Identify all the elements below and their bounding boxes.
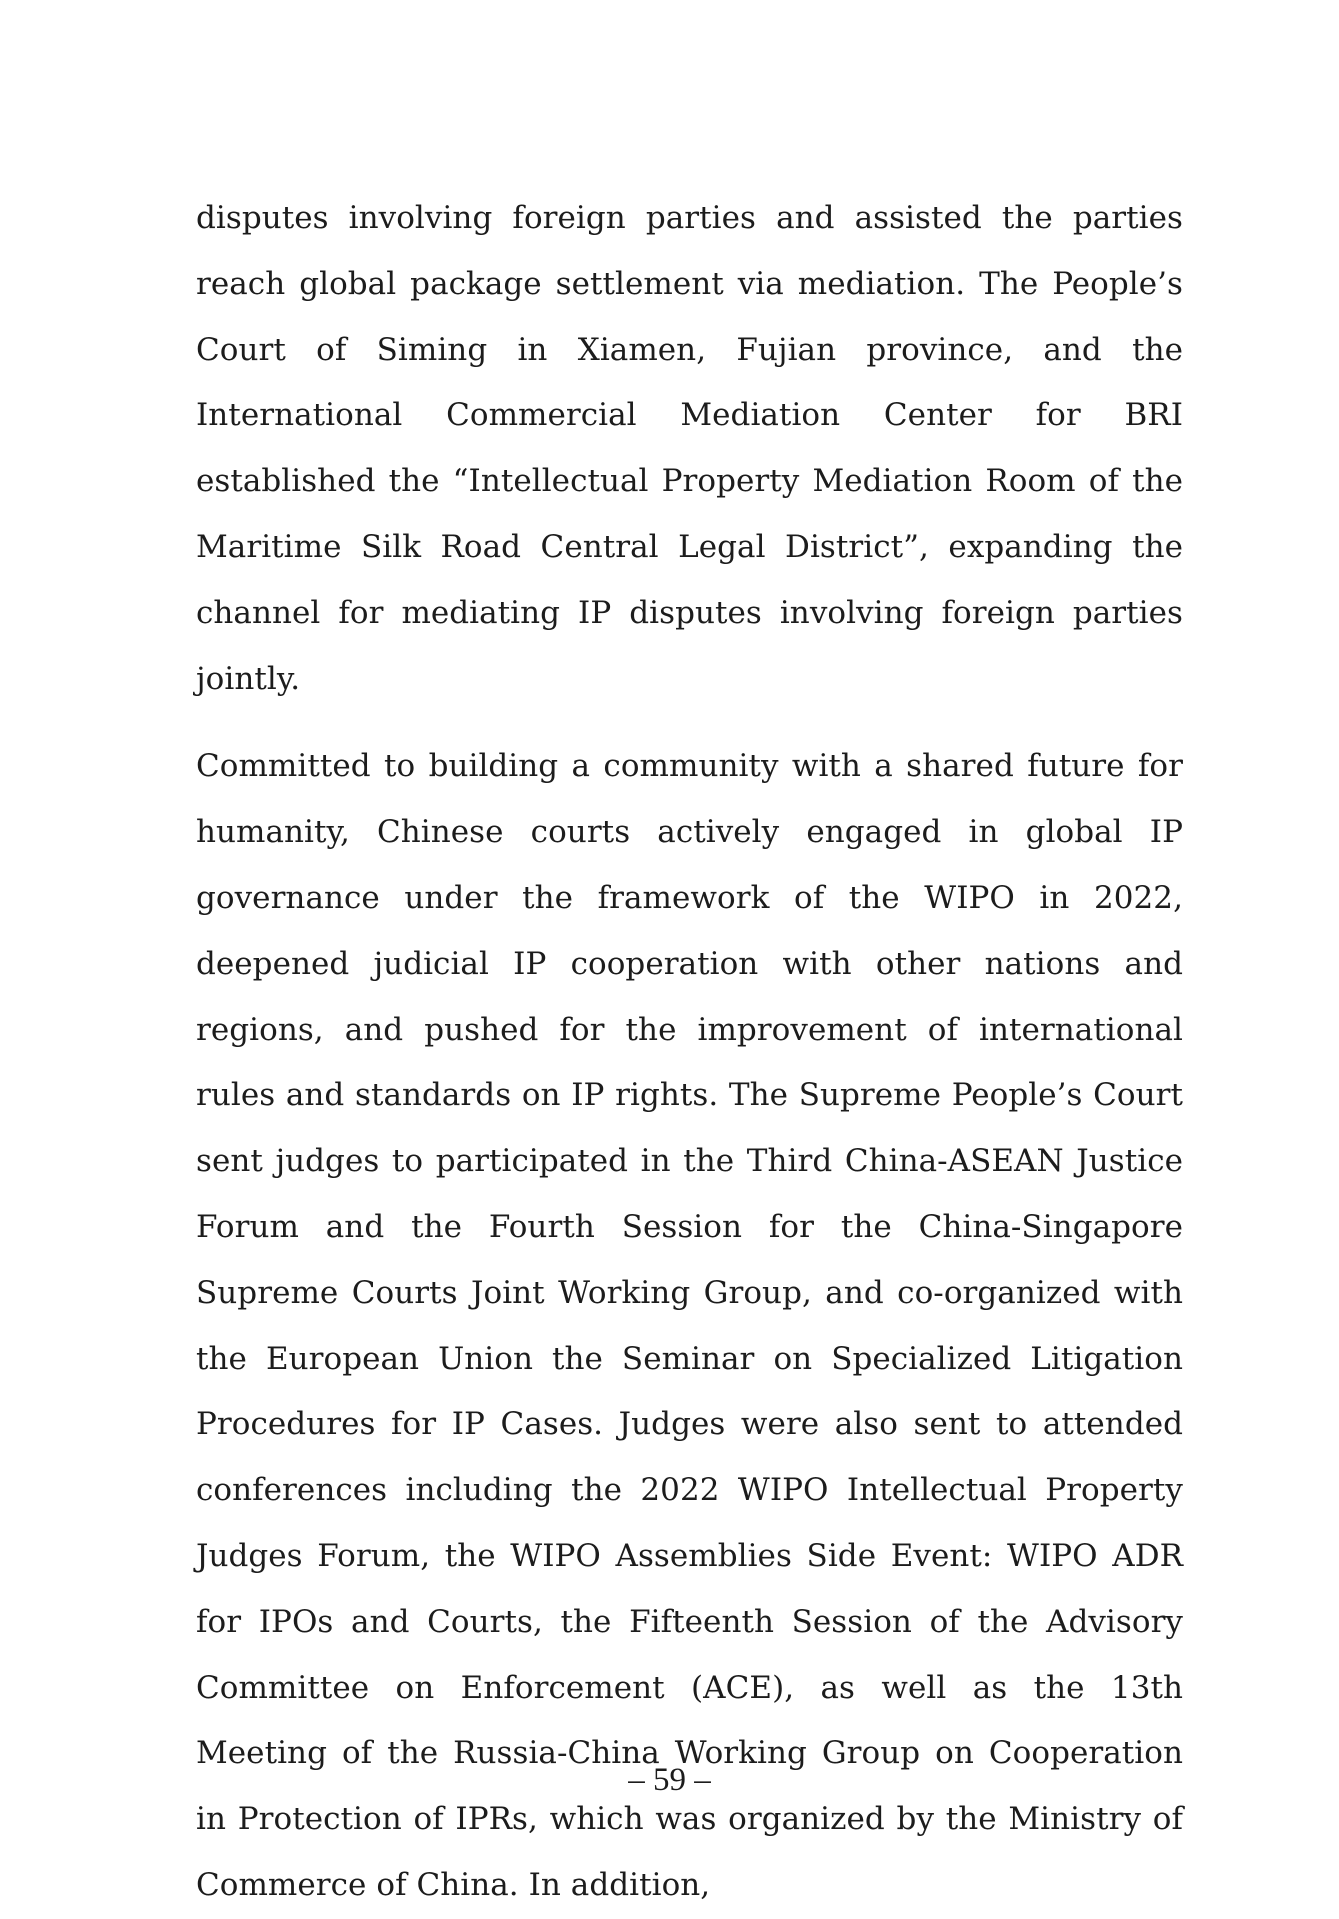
page-number: – 59 – xyxy=(628,1762,711,1798)
paragraph-2: Committed to building a community with a shared future for humanity, Chinese courts actively engaged in global IP governance under the framework of the WIPO in 2022, deepened judicial IP cooperation with other nations and regions, and pushed for the improvement of international rules and standards on IP rights. The Supreme People’s Court sent judges to participated in the Third China-ASEAN Justice Forum and the Fourth Session for the China-Singapore Supreme Courts Joint Working Group, and co-organized with the European Union the Seminar on Specialized Litigation Procedures for IP Cases. Judges were also sent to attended conferences including the 2022 WIPO Intellectual Property Judges Forum, the WIPO Assemblies Side Event: WIPO ADR for IPOs and Courts, the Fifteenth Session of the Advisory Committee on Enforcement (ACE), as well as the 13th Meeting of the Russia-China Working Group on Cooperation in Protection of IPRs, which was organized by the Ministry of Commerce of China. In addition, xyxy=(196,748,1183,1903)
body-text xyxy=(196,186,1183,1919)
paragraph-1: disputes involving foreign parties and assisted the parties reach global package settlement via mediation. The People’s Court of Siming in Xiamen, Fujian province, and the International Commercial Mediation Center for BRI established the “Intellectual Property Mediation Room of the Maritime Silk Road Central Legal District”, expanding the channel for mediating IP disputes involving foreign parties jointly. xyxy=(196,200,1183,697)
